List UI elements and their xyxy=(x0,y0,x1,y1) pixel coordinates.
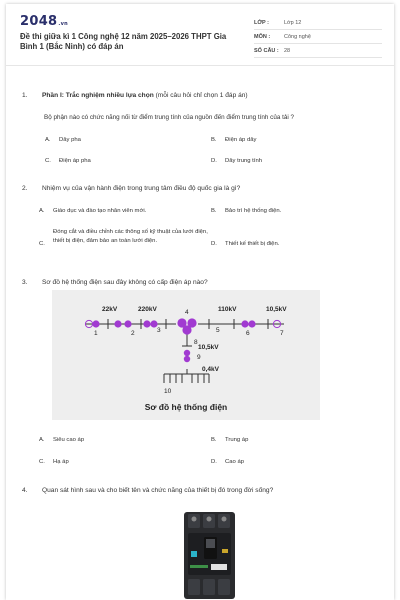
voltage-label: 22kV xyxy=(102,306,118,313)
voltage-label: 0,4kV xyxy=(202,366,219,373)
question-text: Quan sát hình sau và cho biết tên và chức năng của thiết bị đó trong đời sống? xyxy=(42,487,274,494)
meta-value: Lớp 12 xyxy=(284,19,302,26)
question-2-option-d[interactable]: D. Thiết kế thiết bị điện. xyxy=(211,241,280,247)
meta-value: 28 xyxy=(284,47,291,54)
power-system-diagram xyxy=(52,290,320,420)
node-label: 8 xyxy=(194,339,198,346)
question-3-option-a[interactable]: A. Siêu cao áp xyxy=(39,437,85,443)
document-title: Đề thi giữa kì 1 Công nghệ 12 năm 2025–2026 THPT Gia Bình 1 (Bắc Ninh) có đáp án xyxy=(20,32,227,51)
power-system-diagram-svg xyxy=(52,290,320,400)
node-label: 5 xyxy=(216,327,220,334)
question-number: 3. xyxy=(22,279,28,286)
question-text: Nhiệm vụ của vận hành điện trong trung tâm điều độ quốc gia là gì? xyxy=(42,185,241,192)
meta-value: Công nghệ xyxy=(284,33,311,40)
question-number: 4. xyxy=(22,487,28,494)
question-1-option-c[interactable]: C. Điện áp pha xyxy=(45,158,91,164)
question-2-option-a[interactable]: A. Giáo dục và đào tạo nhân viên mới. xyxy=(39,208,147,214)
diagram-caption: Sơ đồ hệ thống điện xyxy=(144,402,228,412)
node-label: 2 xyxy=(131,330,135,337)
meta-class-row xyxy=(254,16,382,30)
circuit-breaker-image xyxy=(182,509,237,599)
question-3-option-b[interactable]: B. Trung áp xyxy=(211,437,249,443)
node-label: 6 xyxy=(246,330,250,337)
meta-key: LỚP : xyxy=(254,19,269,26)
node-label: 1 xyxy=(94,330,98,337)
voltage-label: 10,5kV xyxy=(198,344,219,351)
question-2-option-b[interactable]: B. Bảo trì hệ thống điện. xyxy=(211,208,282,214)
question-1-option-a[interactable]: A. Dây pha xyxy=(45,137,81,143)
question-1-option-b[interactable]: B. Điện áp dây xyxy=(211,137,257,143)
meta-subject-row xyxy=(254,30,382,44)
document-meta xyxy=(254,16,382,58)
document-page xyxy=(6,4,394,600)
question-1-text: Bộ phận nào có chức năng nối từ điểm trung tính của nguồn đến điểm trung tính của tải ? xyxy=(44,114,294,121)
voltage-label: 110kV xyxy=(218,306,237,313)
voltage-label: 220kV xyxy=(138,306,157,313)
node-label: 10 xyxy=(164,388,172,395)
question-number: 2. xyxy=(22,185,28,192)
question-number: 1. xyxy=(22,92,28,99)
question-1-option-d[interactable]: D. Dây trung tính xyxy=(211,158,263,164)
node-label: 3 xyxy=(157,327,161,334)
meta-key: SỐ CÂU : xyxy=(254,47,279,54)
section-note: (mỗi câu hỏi chỉ chọn 1 đáp án) xyxy=(153,92,248,99)
meta-count-row xyxy=(254,44,382,58)
question-3-option-c[interactable]: C. Hạ áp xyxy=(39,459,69,465)
node-label: 4 xyxy=(185,309,189,316)
question-3-option-d[interactable]: D. Cao áp xyxy=(211,459,244,465)
node-label: 9 xyxy=(197,354,201,361)
voltage-label: 10,5kV xyxy=(266,306,287,313)
node-label: 7 xyxy=(280,330,284,337)
site-logo[interactable]: 2048.vn xyxy=(20,14,69,29)
question-2-option-c[interactable]: C. Đóng cắt và điều chỉnh các thông số kỹ thuật của lưới điện, thiết bị điện, đảm bảo an toàn lưới điện. xyxy=(39,229,208,247)
section-title: Phần I: Trắc nghiệm nhiều lựa chọn xyxy=(42,92,154,99)
document-header xyxy=(6,4,394,66)
question-text: Sơ đồ hệ thống điện sau đây không có cấp điện áp nào? xyxy=(42,279,208,286)
meta-key: MÔN : xyxy=(254,33,271,40)
